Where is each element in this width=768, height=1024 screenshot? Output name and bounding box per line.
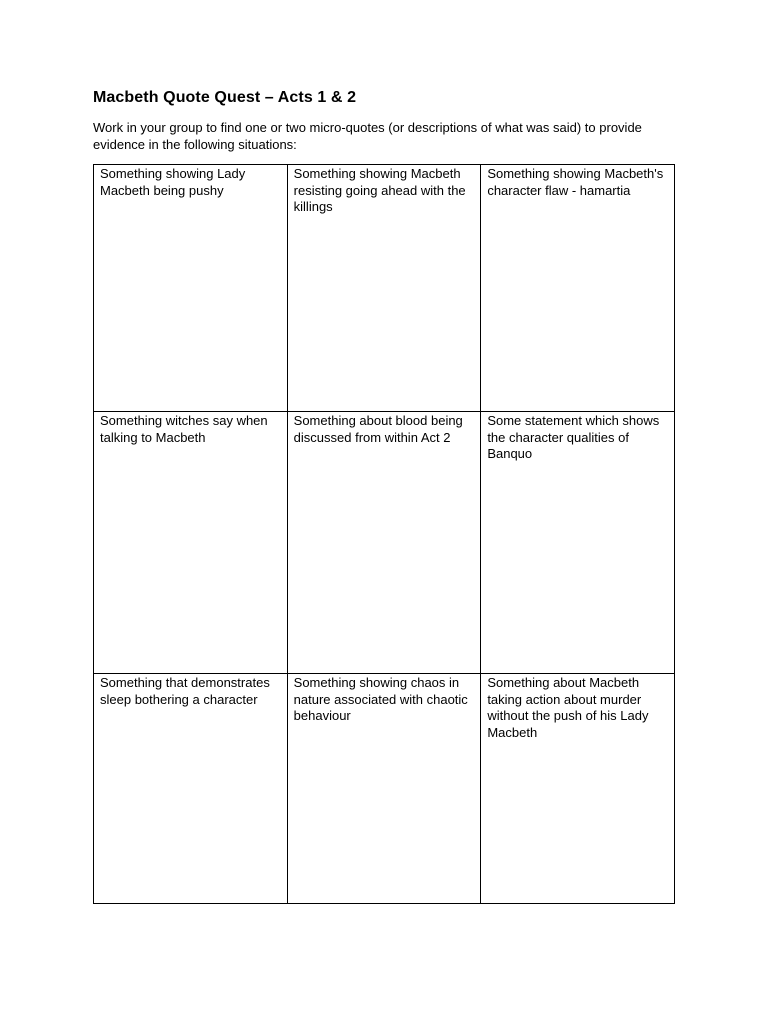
page-title: Macbeth Quote Quest – Acts 1 & 2	[93, 89, 357, 106]
cell-prompt: Something showing chaos in nature associated with chaotic behaviour	[293, 675, 468, 723]
cell-prompt: Something witches say when talking to Macbeth	[100, 413, 268, 445]
cell-prompt: Something showing Macbeth resisting going ahead with the killings	[293, 166, 466, 214]
table-cell[interactable]	[287, 165, 481, 412]
table-cell[interactable]	[287, 674, 481, 904]
quote-quest-table	[93, 164, 675, 904]
cell-prompt: Some statement which shows the character qualities of Banquo	[487, 413, 660, 461]
cell-prompt: Something about Macbeth taking action about murder without the push of his Lady Macbeth	[487, 675, 649, 740]
table-cell[interactable]	[481, 674, 675, 904]
table-row	[94, 674, 675, 904]
table-cell[interactable]	[94, 165, 288, 412]
table-cell[interactable]	[287, 412, 481, 674]
table-row	[94, 412, 675, 674]
table-row	[94, 165, 675, 412]
cell-prompt: Something about blood being discussed from within Act 2	[293, 413, 463, 445]
cell-prompt: Something showing Macbeth's character flaw - hamartia	[487, 166, 664, 198]
cell-prompt: Something showing Lady Macbeth being pushy	[100, 166, 246, 198]
table-cell[interactable]	[481, 165, 675, 412]
instructions-text: Work in your group to find one or two micro-quotes (or descriptions of what was said) to provide evidence in the following situations:	[93, 120, 642, 152]
cell-prompt: Something that demonstrates sleep bothering a character	[100, 675, 270, 707]
table-cell[interactable]	[94, 412, 288, 674]
table-cell[interactable]	[481, 412, 675, 674]
table-cell[interactable]	[94, 674, 288, 904]
